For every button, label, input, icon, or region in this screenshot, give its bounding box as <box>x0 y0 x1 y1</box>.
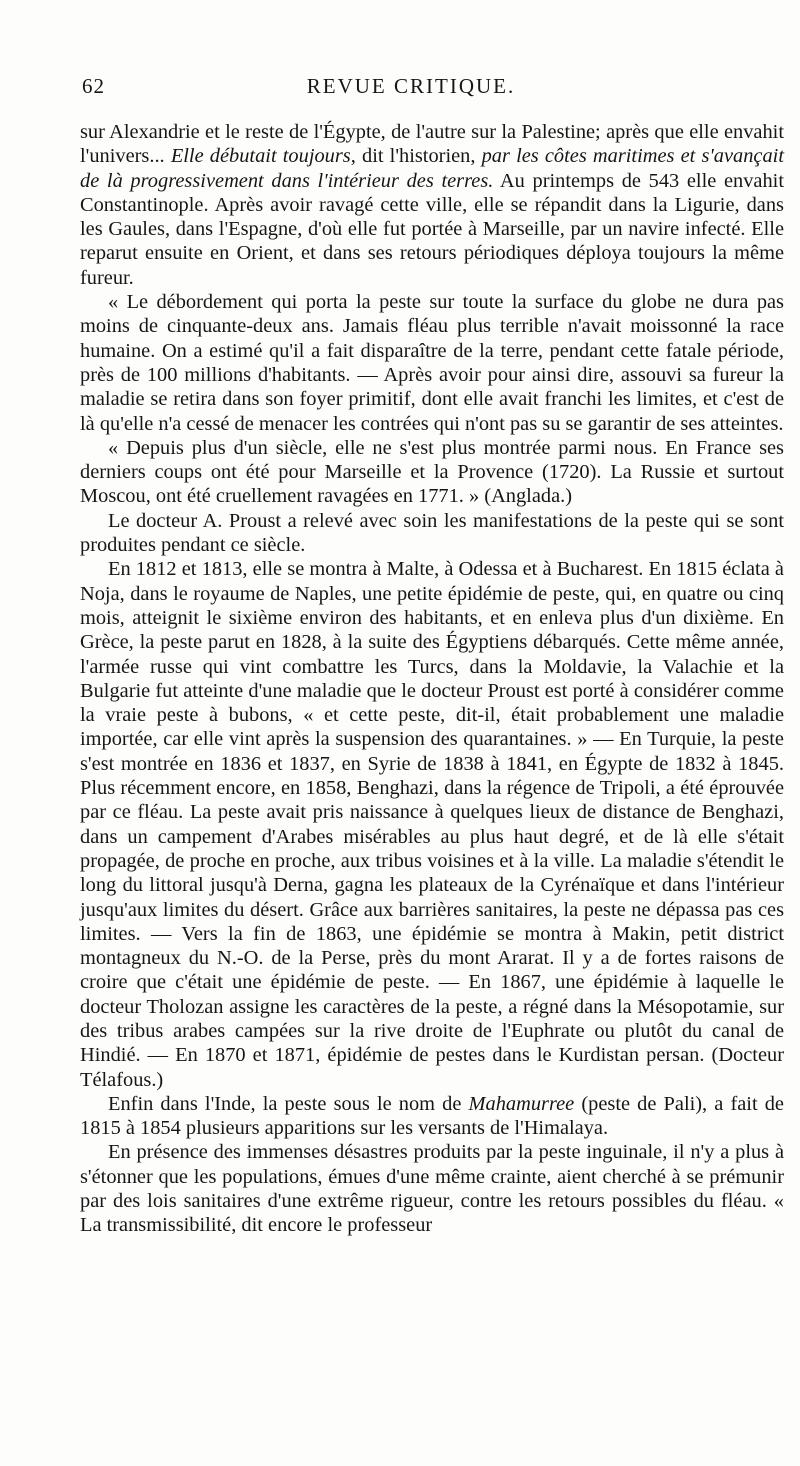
italic-text: par les côtes maritimes et s'avançait de là progressivement dans l'intérieur des terres. <box>80 145 784 192</box>
italic-text: Mahamurree <box>468 1092 575 1115</box>
text-run: , dit l'historien, <box>350 145 482 168</box>
page-header <box>82 64 740 104</box>
paragraph <box>80 120 784 290</box>
text-run: En présence des immenses désastres produits par la peste inguinale, il n'y a plus à s'étonner que les populations, émues d'une même crainte, aient cherché à se prémunir par des lois sanitaires d'une extrême rigueur, contre les retours possibles du fléau. « La transmissibilité, dit encore le professeur <box>80 1141 784 1237</box>
paragraph <box>80 509 784 558</box>
text-run: sur Alexandrie et le reste de l'Égypte, de l'autre sur la Palestine; après que elle envahit l'univers... <box>80 121 784 168</box>
article-body <box>80 120 784 1238</box>
text-run: En 1812 et 1813, elle se montra à Malte, à Odessa et à Bucharest. En 1815 éclata à Noja, dans le royaume de Naples, une petite épidémie de peste, qui, en quatre ou cinq mois, atteignit le sixième environ des habitants, et en enleva plus d'un dixième. En Grèce, la peste parut en 1828, à la suite des Égyptiens débarqués. Cette même année, l'armée russe qui vint combattre les Turcs, dans la Moldavie, la Valachie et la Bulgarie fut atteinte d'une maladie que le docteur Proust est porté à considérer comme la vraie peste à bubons, « et cette peste, dit-il, était probablement une maladie importée, car elle vint après la suspension des quarantaines. » — En Turquie, la peste s'est montrée en 1836 et 1837, en Syrie de 1838 à 1841, en Égypte de 1832 à 1845. Plus récemment encore, en 1858, Benghazi, dans la régence de Tripoli, a été éprouvée par ce fléau. La peste avait pris naissance à quelques lieux de distance de Benghazi, dans un campement d'Arabes misérables au plus haut degré, et de là elle s'était propagée, de proche en proche, aux tribus voisines et à la ville. La maladie s'étendit le long du littoral jusqu'à Derna, gagna les plateaux de la Cyrénaïque et dans l'intérieur jusqu'aux limites du désert. Grâce aux barrières sanitaires, la peste ne dépassa pas ces limites. — Vers la fin de 1863, une épidémie se montra à Makin, petit district montagneux du N.-O. de la Perse, près du mont Ararat. Il y a de fortes raisons de croire que c'était une épidémie de peste. — En 1867, une épidémie à laquelle le docteur Tholozan assigne les caractères de la peste, a régné dans la Mésopotamie, sur des tribus arabes campées sur la rive droite de l'Euphrate ou plutôt du canal de Hindié. — En 1870 et 1871, épidémie de pestes dans le Kurdistan persan. (Docteur Télafous.) <box>80 558 784 1091</box>
text-run: « Depuis plus d'un siècle, elle ne s'est plus montrée parmi nous. En France ses derniers coups ont été pour Marseille et la Provence (1720). La Russie et surtout Moscou, ont été cruellement ravagées en 1771. » (Anglada.) <box>80 436 784 508</box>
text-run: Au printemps de 543 elle envahit Constantinople. Après avoir ravagé cette ville, elle se répandit dans la Ligurie, dans les Gaules, dans l'Espagne, d'où elle fut portée à Marseille, par un navire infecté. Elle reparut ensuite en Orient, et dans ses retours périodiques déploya toujours la même fureur. <box>80 169 784 289</box>
text-run: (peste de Pali), a fait de 1815 à 1854 plusieurs apparitions sur les versants de l'Himalaya. <box>80 1092 784 1140</box>
text-run: « Le débordement qui porta la peste sur toute la surface du globe ne dura pas moins de cinquante-deux ans. Jamais fléau plus terrible n'avait moissonné la race humaine. On a estimé qu'il a fait disparaître de la terre, pendant cette fatale période, près de 100 millions d'habitants. — Après avoir pour ainsi dire, assouvi sa fureur la maladie se retira dans son foyer primitif, dont elle avait franchi les limites, et c'est de là qu'elle n'a cessé de menacer les contrées qui n'ont pas su se garantir de ses atteintes. <box>80 291 784 435</box>
page-number: 62 <box>82 74 105 98</box>
paragraph <box>80 557 784 1092</box>
running-title: REVUE CRITIQUE. <box>306 74 516 98</box>
paragraph <box>80 1140 784 1237</box>
text-run: Le docteur A. Proust a relevé avec soin les manifestations de la peste qui se sont produites pendant ce siècle. <box>80 509 784 557</box>
paragraph <box>80 1092 784 1141</box>
text-run: Enfin dans l'Inde, la peste sous le nom de <box>108 1092 469 1115</box>
paragraph <box>80 290 784 436</box>
paragraph <box>80 436 784 509</box>
italic-text: Elle débutait toujours <box>170 145 351 168</box>
